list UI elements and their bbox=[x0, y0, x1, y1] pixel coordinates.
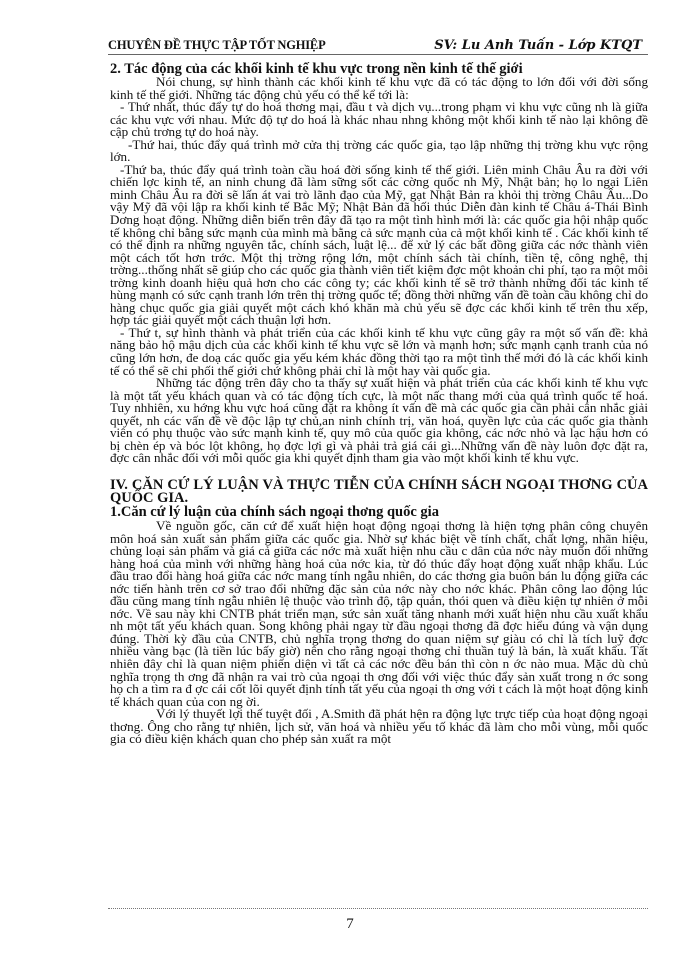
document-body bbox=[110, 62, 648, 746]
paragraph: - Thứ t, sự hình thành và phát triển của các khối kinh tế khu vực cũng gây ra một số vấn đề: khả năng bảo hộ mậu dịch của các khối kinh tế khu vực sẽ lớn và mạnh hơn; sức mạnh cạnh tranh của nó cũng lớn hơn, đe doạ các quốc gia yếu kém khác đồng thời tạo ra một tình thế mới đó là các khối kinh tế có thể sẽ chi phối thế giới chứ không phải chỉ là một hay vài quốc gia. bbox=[110, 324, 648, 378]
paragraph: - Thứ nhất, thúc đẩy tự do hoá thơng mại, đầu t và dịch vụ...trong phạm vi khu vực cũng nh là giữa các khu vực với nhau. Mức độ tự do hoá là khác nhau nhng không một khối kinh tế nào lại không đề cập chủ trơng tự do hoá này. bbox=[110, 99, 648, 140]
header-title: CHUYÊN ĐỀ THỰC TẬP TỐT NGHIỆP bbox=[108, 38, 326, 52]
section-2-heading: 2. Tác động của các khối kinh tế khu vực trong nền kinh tế thế giới bbox=[110, 61, 523, 77]
footer-divider bbox=[108, 908, 648, 909]
paragraph: -Thứ ba, thúc đẩy quá trình toàn cầu hoá đời sống kinh tế thế giới. Liên minh Châu Âu ra đời với chiến lợc kinh tế, an ninh chung đã làm sững sốt các cờng quốc nh Mỹ, Nhật bản; họ lo ngại Liên minh Châu Âu ra đời sẽ lấn át vai trò lãnh đạo của Mỹ, gạt Nhật Bản ra khỏi thị trờng Châu Âu...Do vậy Mỹ đã vội lập ra khối kinh tế Bắc Mỹ; Nhật Bản đã hối thúc Diễn đàn kinh tế Châu á-Thái Bình Dơng hoạt động. Những diễn biến trên đây đã tạo ra một tình hình mới là: các quốc gia hội nhập quốc tế không chỉ bằng sức mạnh của mình mà bằng cả sức mạnh của cả một khối kinh tế . Các khối kinh tế có thể định ra những nguyên tắc, chính sách, luật lệ... để xử lý các bất đồng giữa các nớc thành viên một cách tốt hơn trớc. Một thị trờng rộng lớn, một chính sách tài chính, tiền tệ, công nghệ, thị trờng...thống nhất sẽ giúp cho các quốc gia thành viên tiết kiệm đợc một khoản chi phí, tạo ra một môi trờng kinh doanh hiệu quả hơn cho các công ty; các khối kinh tế sẽ trở thành những đối tác kinh tế hùng mạnh có sức cạnh tranh lớn trên thị trờng quốc tế; đồng thời những vấn đề toàn cầu không chỉ do hàng chục quốc gia giải quyết một cách khó khăn mà chủ yếu sẽ đợc các khối kinh tế trên thu xếp, hợp tác giải quyết một cách thuận lợi hơn. bbox=[110, 161, 648, 328]
header-author: SV: Lu Anh Tuấn - Lớp KTQT bbox=[434, 38, 642, 53]
paragraph: Nói chung, sự hình thành các khối kinh tế khu vực đã có tác động to lớn đối với đời sống kinh tế thế giới. Những tác động chủ yếu có thể kể tới là: bbox=[110, 74, 648, 102]
running-header bbox=[108, 36, 648, 55]
paragraph: Với lý thuyết lợi thế tuyệt đối , A.Smith đã phát hện ra động lực trực tiếp của hoạt động ngoại thơng. Ông cho rằng tự nhiên, lịch sử, văn hoá và nhiều yếu tố khác đã làm cho mỗi vùng, mỗi quốc gia có điều kiện khách quan cho phép sản xuất ra một bbox=[110, 706, 648, 747]
section-4-heading: IV. CĂN CỨ LÝ LUẬN VÀ THỰC TIỄN CỦA CHÍNH SÁCH NGOẠI THƠNG CỦA QUỐC GIA. bbox=[110, 476, 648, 506]
paragraph: Những tác động trên đây cho ta thấy sự xuất hiện và phát triển của các khối kinh tế khu vực là một tất yếu khách quan và có tác động tích cực, là một nấc thang mới của quá trình quốc tế hoá. Tuy nhhiên, xu hớng khu vực hoá cũng đặt ra không ít vấn đề mà các quốc gia cần phải cân nhắc giải quyết, nh các vấn đề về độc lập tự chủ,an ninh chính trị, văn hoá, quyền lực của các quốc gia thành viên có phụ thuộc vào sức mạnh kinh tế, quy mô của quốc gia không, các nớc nhỏ và lạc hậu hơn có bị chèn ép và bóc lột không, họ đợc lợi gì và phải trả giá cái gì...Những vấn đề này luôn đợc đặt ra, đợc cân nhắc đối với mỗi quốc gia khi quyết định tham gia vào một khối kinh tế khu vực. bbox=[110, 375, 648, 466]
page-number: 7 bbox=[346, 916, 354, 932]
paragraph: -Thứ hai, thúc đẩy quá trình mở cửa thị trờng các quốc gia, tạo lập những thị trờng khu vực rộng lớn. bbox=[110, 136, 648, 165]
paragraph: Về nguồn gốc, căn cứ để xuất hiện hoạt động ngoại thơng là hiện tợng phân công chuyên môn hoá sản xuất sản phẩm giữa các quốc gia. Nhờ sự khác biệt về tính chất, chất lợng, nhãn hiệu, chủng loại sản phẩm và giá cả giữa các nớc mà xuất hiện nhu cầu c dân của nớc này muốn đổi những hàng hoá của mình với những hàng hoá của nớc kia, từ đó thúc đẩy hoạt động xuất nhập khẩu. Lúc đầu trao đổi hàng hoá giữa các nớc mang tính ngẫu nhiên, do các thơng gia buôn bán lu động giữa các nớc tiến hành trên cơ sở trao đổi những đặc sản của nớc này cho nớc khác. Phân công lao động lúc đầu cũng mang tính ngẫu nhiên lệ thuộc vào trình độ, tập quán, thói quen và điều kiện tự nhiên ở mỗi nớc. Về sau này khi CNTB phát triển mạn, sức sản xuất tăng nhanh mới xuất hiện nhu cầu xuất khẩu nh một tất yếu khách quan. Song không phải ngay từ đầu ngoại thơng đã đợc hiểu đúng và vận dụng đúng. Thời kỳ đầu của CNTB, chủ nghĩa trọng thơng do quan niệm sự giàu có chỉ là tích luỹ đợc nhiều vàng bạc (là tiền lúc bấy giờ) nên cho rằng ngoại thơng chỉ thuần tuý là bán, là xuất khẩu. Tất nhiên đây chỉ là quan niệm phiến diện vì tất cả các nớc đều bán thì còn n ớc nào mua. Mặc dù chủ nghĩa trọng th ơng đã nhận ra vai trò của ngoại th ơng đối với việc thúc đẩy sản xuất trong n ớc song họ ch a tìm ra đ ợc cái cốt lõi quyết định tính tất yếu của ngoại th ơng với t cách là một hoạt động kinh tế khách quan của con ng ời. bbox=[110, 517, 648, 709]
subsection-1-heading: 1.Căn cứ lý luận của chính sách ngoại thơng quốc gia bbox=[110, 503, 439, 520]
